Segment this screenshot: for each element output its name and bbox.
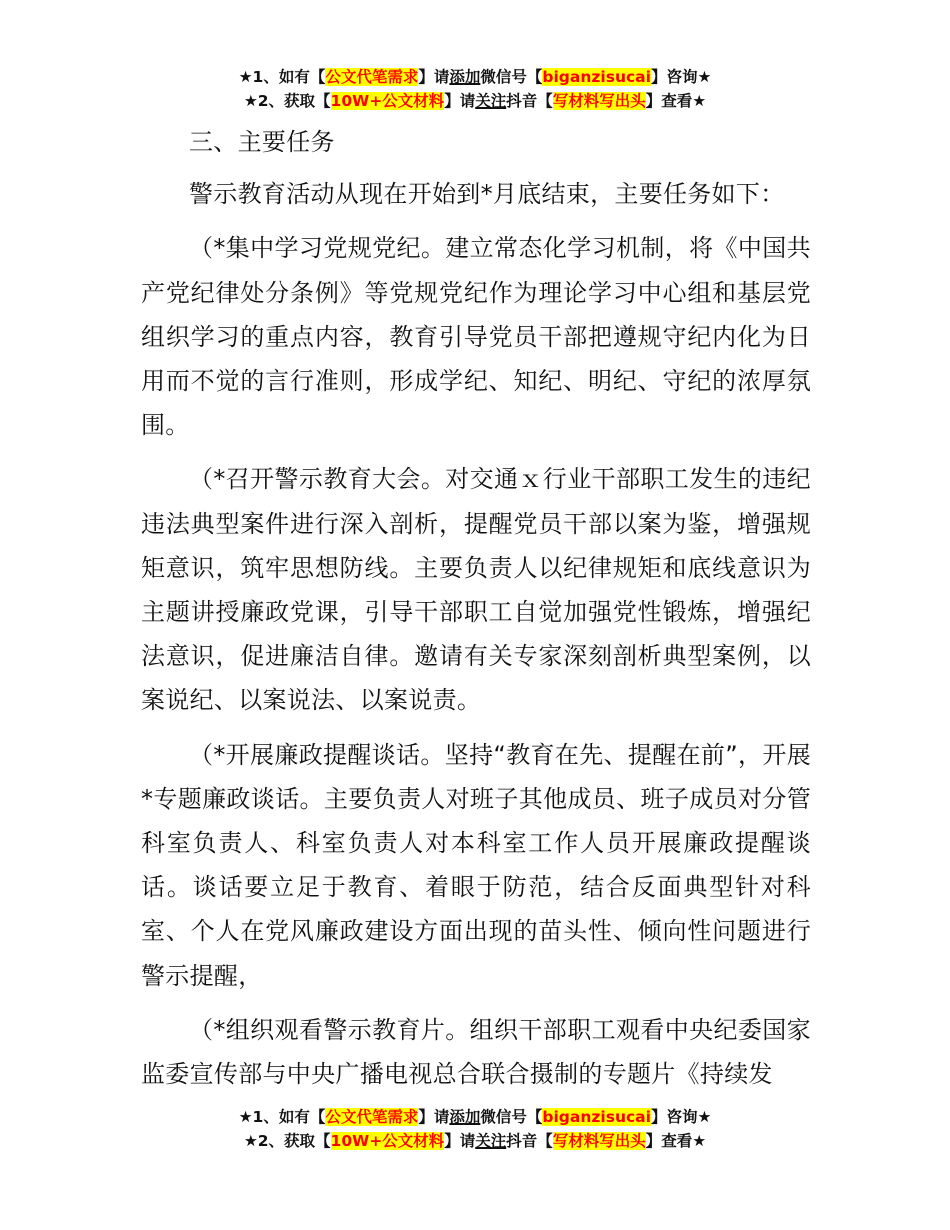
banner-text: 】咨询★	[650, 68, 712, 86]
header-banner	[0, 65, 950, 113]
banner-underlined-text: 添加	[449, 68, 481, 86]
banner-text: ★2、获取【	[243, 92, 331, 110]
banner-highlight: 写材料写出头	[552, 1132, 646, 1150]
banner-underlined-text: 关注	[475, 92, 507, 110]
banner-text: 】查看★	[645, 1132, 707, 1150]
banner-text: 微信号【	[480, 1108, 543, 1126]
banner-text: 】请	[444, 92, 476, 110]
banner-line-2	[0, 89, 950, 113]
banner-line-2	[0, 1129, 950, 1153]
banner-highlight: 10W+公文材料	[330, 1132, 445, 1150]
task-paragraph: （*召开警示教育大会。对交通ｘ行业干部职工发生的违纪违法典型案件进行深入剖析，提醒党员干部以案为鉴，增强规矩意识，筑牢思想防线。主要负责人以纪律规矩和底线意识为主题讲授廉政党课，引导干部职工自觉加强党性锻炼，增强纪法意识，促进廉洁自律。邀请有关专家深刻剖析典型案例，以案说纪、以案说法、以案说责。	[141, 465, 811, 715]
banner-line-1	[0, 65, 950, 89]
section-heading: 三、主要任务	[189, 128, 335, 156]
task-paragraph: （*集中学习党规党纪。建立常态化学习机制，将《中国共产党纪律处分条例》等党规党纪作为理论学习中心组和基层党组织学习的重点内容，教育引导党员干部把遵规守纪内化为日用而不觉的言行准则，形成学纪、知纪、明纪、守纪的浓厚氛围。	[141, 234, 811, 440]
banner-text: 】请	[418, 1108, 450, 1126]
task-paragraph: （*组织观看警示教育片。组织干部职工观看中央纪委国家监委宣传部与中央广播电视总合联合摄制的专题片《持续发	[141, 1015, 811, 1089]
banner-text: 】咨询★	[650, 1108, 712, 1126]
intro-paragraph: 警示教育活动从现在开始到*月底结束，主要任务如下：	[189, 180, 785, 209]
banner-text: 抖音【	[506, 92, 553, 110]
document-body	[141, 120, 811, 1106]
banner-text: 抖音【	[506, 1132, 553, 1150]
banner-highlight: 10W+公文材料	[330, 92, 445, 110]
banner-text: 】请	[418, 68, 450, 86]
banner-line-1	[0, 1105, 950, 1129]
banner-highlight: 公文代笔需求	[325, 1108, 419, 1126]
banner-text: ★2、获取【	[243, 1132, 331, 1150]
banner-highlight: 写材料写出头	[552, 92, 646, 110]
banner-highlight: 公文代笔需求	[325, 68, 419, 86]
banner-text: ★1、如有【	[238, 68, 326, 86]
footer-banner	[0, 1105, 950, 1153]
banner-text: 】查看★	[645, 92, 707, 110]
task-paragraph: （*开展廉政提醒谈话。坚持“教育在先、提醒在前”，开展*专题廉政谈话。主要负责人对班子其他成员、班子成员对分管科室负责人、科室负责人对本科室工作人员开展廉政提醒谈话。谈话要立足于教育、着眼于防范，结合反面典型针对科室、个人在党风廉政建设方面出现的苗头性、倾向性问题进行警示提醒，	[141, 740, 811, 990]
banner-highlight: biganzisucai	[542, 1108, 651, 1126]
banner-underlined-text: 添加	[449, 1108, 481, 1126]
banner-text: 微信号【	[480, 68, 543, 86]
banner-highlight: biganzisucai	[542, 68, 651, 86]
banner-text: 】请	[444, 1132, 476, 1150]
banner-underlined-text: 关注	[475, 1132, 507, 1150]
banner-text: ★1、如有【	[238, 1108, 326, 1126]
